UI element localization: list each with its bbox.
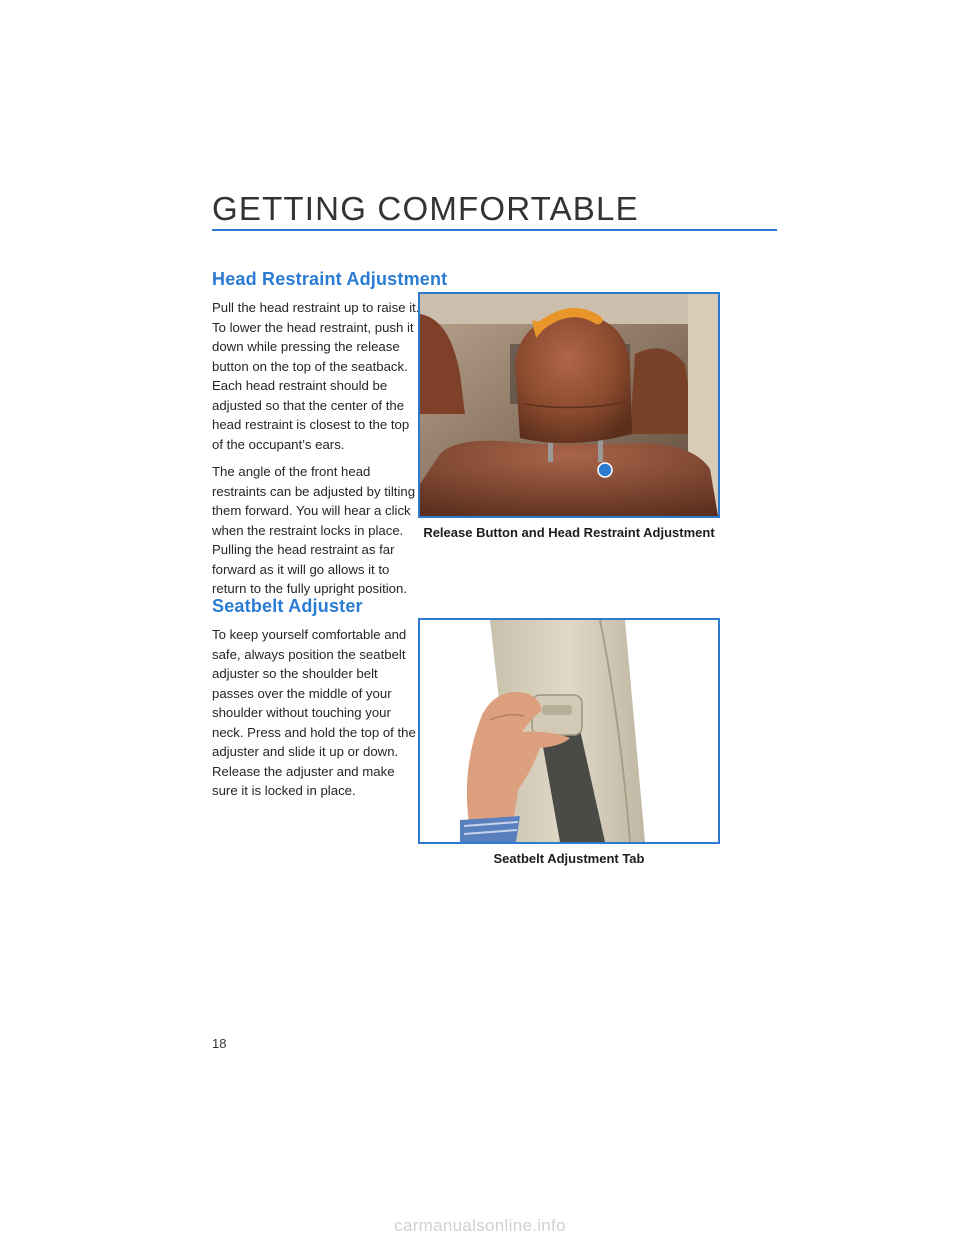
- section-heading-head-restraint: Head Restraint Adjustment: [212, 269, 448, 289]
- section-heading-seatbelt: Seatbelt Adjuster: [212, 596, 363, 616]
- page-title: GETTING COMFORTABLE: [212, 190, 639, 227]
- section-body-head-restraint: [212, 298, 422, 607]
- section-body-seatbelt: [212, 625, 422, 809]
- caption-head-restraint: Release Button and Head Restraint Adjustment: [423, 525, 715, 540]
- head-restraint-photo: [418, 292, 720, 518]
- page-header: [212, 190, 777, 228]
- caption-seatbelt: Seatbelt Adjustment Tab: [493, 851, 645, 866]
- watermark: carmanualsonline.info: [394, 1216, 566, 1235]
- paragraph: The angle of the front head restraints can be adjusted by tilting them forward. You will hear a click when the restraint locks in place. Pulling the head restraint as far forward as it will go allows it to return to the fully upright position.: [212, 464, 416, 596]
- paragraph: Pull the head restraint up to raise it. To lower the head restraint, push it down while pressing the release button on the top of the seatback. Each head restraint should be adjusted so that the center of the head restraint is closest to the top of the occupant’s ears.: [212, 300, 420, 452]
- paragraph: To keep yourself comfortable and safe, always position the seatbelt adjuster so the shoulder belt passes over the middle of your shoulder without touching your neck. Press and hold the top of the adjuster and slide it up or down. Release the adjuster and make sure it is locked in place.: [212, 627, 416, 798]
- seatbelt-adjuster-photo: [418, 618, 720, 844]
- page-number: 18: [212, 1036, 227, 1051]
- header-rule: [212, 229, 777, 231]
